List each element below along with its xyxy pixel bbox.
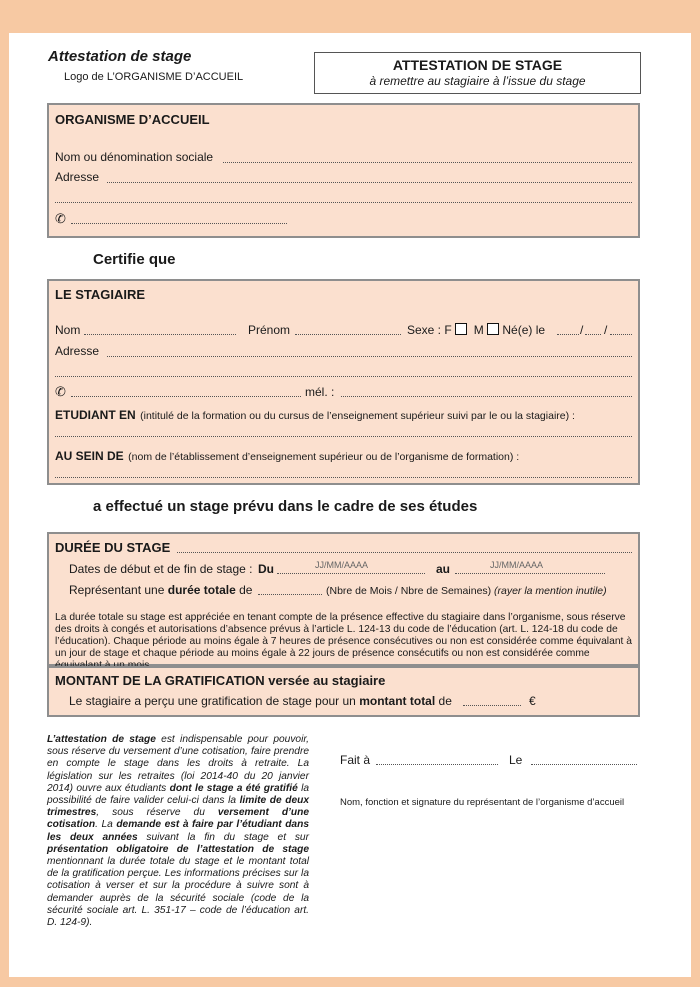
mel-label: mél. : xyxy=(305,385,335,399)
stagiaire-title: LE STAGIAIRE xyxy=(55,287,146,302)
organisme-phone-field[interactable] xyxy=(71,223,287,224)
du-label: Du xyxy=(258,562,274,576)
ausein-line xyxy=(55,447,640,465)
notice-part: limite de deux trimestres xyxy=(47,795,310,819)
stagiaire-nom-field[interactable] xyxy=(84,334,236,335)
phone-icon: ✆ xyxy=(55,384,66,399)
duree-totale-field[interactable] xyxy=(258,594,322,595)
notice-part: la possibilité de faire valider celui-ci dans la xyxy=(47,782,310,807)
fait-a-label: Fait à xyxy=(340,753,371,767)
birth-year-field[interactable] xyxy=(610,334,632,335)
representant-line xyxy=(69,583,252,597)
gratification-line xyxy=(69,694,452,708)
phone-icon: ✆ xyxy=(55,211,66,226)
notice-part: , sous réserve du xyxy=(96,807,218,819)
montant-total-text: montant total xyxy=(359,694,436,708)
representant-de: de xyxy=(239,583,253,597)
date-debut-field[interactable] xyxy=(277,573,425,574)
etudiant-field[interactable] xyxy=(55,436,632,437)
organisme-title: ORGANISME D’ACCUEIL xyxy=(55,112,210,127)
euro-sign: € xyxy=(529,694,536,708)
notice-part: mentionnant la durée totale du stage et le montant total de la gratification perçue. Les informations précises sur la cotisation à verser et sur la procédure à suivre sont à demander auprès de la sécurité sociale (code de la sécurité sociale art. L. 351-17 – code de l’éducation art. D. 124-9). xyxy=(47,856,309,929)
etudiant-desc: (intitulé de la formation ou du cursus de l’enseignement supérieur suivi par le ou la stagiaire) : xyxy=(140,410,575,422)
document-title: Attestation de stage xyxy=(48,48,192,65)
ne-le-label: Né(e) le xyxy=(502,323,546,337)
sexe-m-label: M xyxy=(473,323,484,337)
stagiaire-adresse-field[interactable] xyxy=(107,356,632,357)
stagiaire-adresse-field-2[interactable] xyxy=(55,376,632,377)
date-debut-placeholder: JJ/MM/AAAA xyxy=(315,560,369,570)
sexe-group xyxy=(407,323,545,337)
le-label: Le xyxy=(509,753,523,767)
ausein-label: AU SEIN DE xyxy=(55,449,124,463)
notice-part: demande est à faire par l’étudiant dans les deux années xyxy=(47,819,309,843)
organisme-nom-label: Nom ou dénomination sociale xyxy=(55,150,214,164)
au-label: au xyxy=(436,562,451,576)
notice-part: dont le stage a été gratifié xyxy=(169,782,298,794)
duree-title-rule xyxy=(177,552,632,553)
duree-paragraph: La durée totale su stage est appréciée en tenant compte de la présence effective du stagiaire dans l’organisme, sous réserve des droits à congés et autorisations d’absence prévus à l’article L. 124-13 du code de l’éducation (art. L. 124-18 du code de l’éducation). Chaque période au moins égale à 7 heures de présence consécutives ou non est considérée comme équivalant à un jour de stage et chaque période au moins égale à 22 jours de présence consécutifs ou non est considérée comme xyxy=(55,612,632,659)
organisme-nom-field[interactable] xyxy=(223,162,632,163)
organisme-adresse-label: Adresse xyxy=(55,170,100,184)
stagiaire-adresse-label: Adresse xyxy=(55,344,100,358)
organisme-section xyxy=(47,103,640,238)
logo-placeholder: Logo de L’ORGANISME D’ACCUEIL xyxy=(64,71,244,83)
gratification-section xyxy=(47,666,640,717)
duree-section xyxy=(47,532,640,666)
checkbox-m[interactable] xyxy=(487,323,499,335)
stagiaire-nom-label: Nom xyxy=(55,323,81,337)
stagiaire-prenom-field[interactable] xyxy=(295,334,401,335)
birth-sep-1: / xyxy=(580,323,584,337)
signature-caption: Nom, fonction et signature du représentant de l’organisme d’accueil xyxy=(340,797,625,808)
duree-title: DURÉE DU STAGE xyxy=(55,540,171,555)
ausein-desc: (nom de l’établissement d’enseignement supérieur ou de l’organisme de formation) : xyxy=(128,451,520,463)
certifie-heading: Certifie que xyxy=(93,251,176,268)
sexe-label: Sexe : F xyxy=(407,323,452,337)
birth-sep-2: / xyxy=(604,323,608,337)
title-box-heading: ATTESTATION DE STAGE xyxy=(392,57,563,73)
checkbox-f[interactable] xyxy=(455,323,467,335)
date-signature-field[interactable] xyxy=(531,764,637,765)
montant-field[interactable] xyxy=(463,705,521,706)
effectue-heading: a effectué un stage prévu dans le cadre de ses études xyxy=(93,498,478,515)
gratification-title: MONTANT DE LA GRATIFICATION versée au stagiaire xyxy=(55,673,386,688)
notice-part: . La xyxy=(95,819,117,831)
signature-area[interactable] xyxy=(340,815,638,935)
notice-part: suivant la fin du stage et sur xyxy=(137,831,309,843)
nbre-mois-semaines: (Nbre de Mois / Nbre de Semaines) xyxy=(326,585,492,597)
birth-month-field[interactable] xyxy=(585,334,601,335)
gratification-text: Le stagiaire a perçu une gratification de stage pour un xyxy=(69,694,356,708)
date-fin-placeholder: JJ/MM/AAAA xyxy=(490,560,544,570)
etudiant-line xyxy=(55,406,640,424)
duree-totale-text: durée totale xyxy=(167,583,236,597)
title-box xyxy=(314,52,641,94)
date-fin-field[interactable] xyxy=(455,573,605,574)
retraite-notice xyxy=(47,734,309,929)
stagiaire-section xyxy=(47,279,640,485)
representant-text: Représentant une xyxy=(69,583,165,597)
stagiaire-prenom-label: Prénom xyxy=(248,323,291,337)
organisme-adresse-field[interactable] xyxy=(107,182,632,183)
organisme-adresse-field-2[interactable] xyxy=(55,202,632,203)
stagiaire-phone-field[interactable] xyxy=(71,396,301,397)
etudiant-label: ETUDIANT EN xyxy=(55,408,136,422)
notice-part: présentation obligatoire de l’attestation de stage xyxy=(47,843,309,855)
notice-part: versement d’une cotisation xyxy=(47,807,309,831)
notice-part: L’attestation de stage xyxy=(47,734,156,745)
title-box-subtitle: à remettre au stagiaire à l’issue du stage xyxy=(369,74,586,88)
gratification-de: de xyxy=(438,694,452,708)
stagiaire-mel-field[interactable] xyxy=(341,396,632,397)
dates-label: Dates de début et de fin de stage : xyxy=(69,562,253,576)
birth-day-field[interactable] xyxy=(557,334,579,335)
ausein-field[interactable] xyxy=(55,477,632,478)
rayer-mention: (rayer la mention inutile) xyxy=(494,585,607,597)
notice-part: est indispensable pour pouvoir, sous réserve du versement d’une cotisation, faire prendre en compte le stage dans les droits à retraite. La législation sur les retraites (loi 2014-40 du 20 janvier 2014) ouvre aux étudiants xyxy=(47,734,309,794)
fait-a-field[interactable] xyxy=(376,764,498,765)
